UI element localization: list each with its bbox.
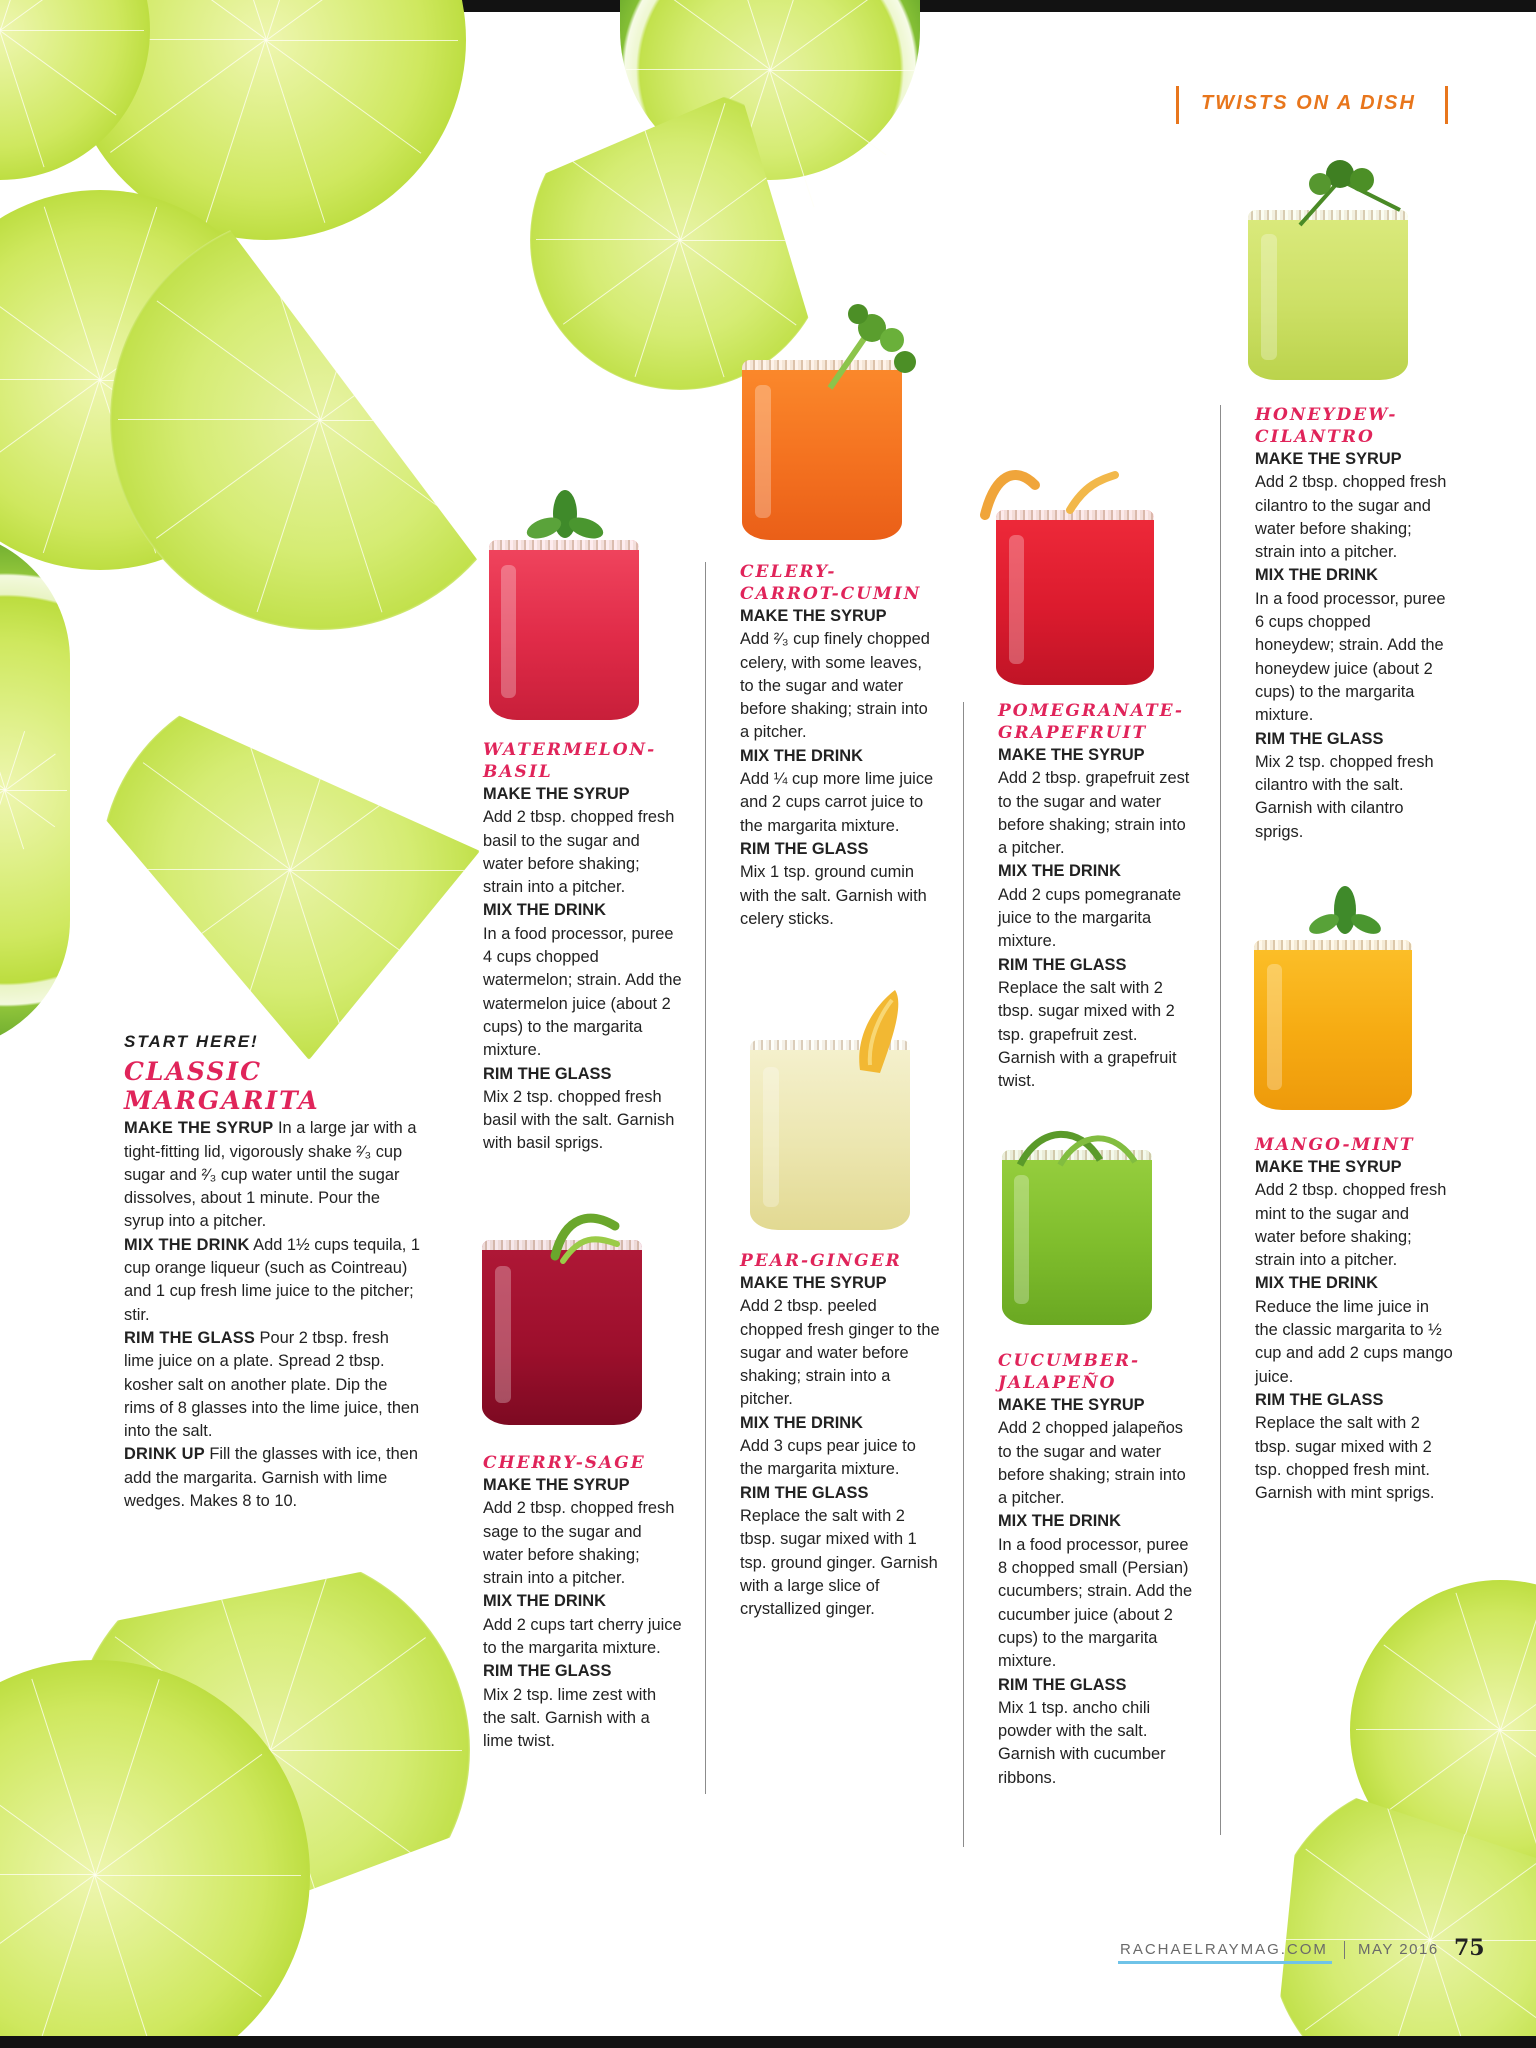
step-label: MIX THE DRINK <box>124 1235 250 1254</box>
classic-margarita-recipe <box>124 1030 420 1513</box>
mint-garnish-icon <box>1300 880 1390 950</box>
lime-segment-line <box>1356 1729 1500 1730</box>
cucumber-ribbon-garnish-icon <box>1000 1120 1150 1170</box>
classic-drink-step <box>124 1443 420 1513</box>
step-text: Mix 2 tsp. chopped fresh cilantro with the salt. Garnish with cilantro sprigs. <box>1255 752 1434 841</box>
honeydew-cilantro-recipe <box>1255 404 1453 844</box>
recipe-title: JALAPEÑO <box>998 1373 1117 1393</box>
bottom-bar <box>0 2036 1536 2048</box>
lime-segment-line <box>95 1679 160 1876</box>
lime-segment-line <box>289 870 437 978</box>
footer-separator <box>1344 1941 1345 1959</box>
lime-segment-line <box>142 869 290 977</box>
step-label: DRINK UP <box>124 1445 205 1464</box>
lime-segment-line <box>679 240 724 377</box>
lime-segment-line <box>0 379 100 380</box>
step-text: Add 1½ cups tequila, 1 cup orange liqueur (such as Cointreau) and 1 cup fresh lime juice to the pitcher; stir. <box>124 1235 420 1324</box>
step-text: In a food processor, puree 4 cups chopped watermelon; strain. Add the watermelon juice (about 2 cups) to the margarita mixture. <box>483 924 682 1060</box>
lime-segment-line <box>1500 1593 1536 1730</box>
step-label: MIX THE DRINK <box>740 746 863 765</box>
lime-segment-line <box>1306 1849 1431 1940</box>
lime-segment-line <box>1384 1645 1501 1730</box>
step-label: RIM THE GLASS <box>740 1483 869 1502</box>
lime-segment-line <box>157 301 321 420</box>
pomegranate-grapefruit-drink-image <box>996 510 1154 685</box>
website-link[interactable]: RACHAELRAYMAG.COM <box>1120 1941 1328 1958</box>
lime-segment-line <box>290 870 472 871</box>
lime-segment-line <box>270 1567 330 1750</box>
lime-segment-line <box>0 730 6 790</box>
lime-segment-line <box>270 1750 462 1751</box>
step-text: Add 3 cups pear juice to the margarita mixture. <box>740 1437 916 1479</box>
page-footer <box>1118 1931 1486 1971</box>
recipe-title: CHERRY-SAGE <box>483 1453 646 1473</box>
classic-mix-step <box>124 1234 420 1327</box>
step-label: RIM THE GLASS <box>124 1328 255 1347</box>
step-label: MIX THE DRINK <box>998 1512 1121 1531</box>
basil-garnish-icon <box>520 486 610 556</box>
step-text: Add 2 tbsp. grapefruit zest to the sugar and water before shaking; strain into a pitcher. <box>998 769 1190 858</box>
honeydew-cilantro-drink-image <box>1248 210 1408 380</box>
step-label: RIM THE GLASS <box>1255 729 1384 748</box>
lime-segment-line <box>156 419 320 538</box>
step-label: MAKE THE SYRUP <box>1255 1158 1402 1176</box>
lime-segment-line <box>290 763 438 871</box>
issue-date: MAY 2016 <box>1358 1941 1439 1958</box>
step-label: MIX THE DRINK <box>1255 566 1378 585</box>
lime-segment-line <box>4 790 55 827</box>
lime-segment-line <box>289 870 346 1044</box>
step-label: MIX THE DRINK <box>998 862 1121 881</box>
column-divider <box>1220 405 1221 1835</box>
grapefruit-twist-garnish-icon <box>975 455 1125 525</box>
lime-segment-line <box>142 762 290 870</box>
lime-segment-line <box>0 1753 96 1875</box>
step-label: MAKE THE SYRUP <box>740 1274 887 1292</box>
lime-slice-image <box>0 530 70 1050</box>
lime-segment-line <box>234 696 291 870</box>
lime-segment-line <box>320 420 522 421</box>
lime-segment-line <box>0 30 144 31</box>
lime-segment-line <box>0 0 117 31</box>
lime-segment-line <box>564 155 681 240</box>
lime-segment-line <box>31 1678 96 1875</box>
pear-ginger-recipe <box>740 1250 940 1621</box>
step-text: Add 2 tbsp. peeled chopped fresh ginger to the sugar and water before shaking; strain into a pitcher. <box>740 1297 940 1409</box>
lime-segment-line <box>770 0 815 70</box>
lime-twist-garnish-icon <box>545 1206 625 1266</box>
step-text: Add ²⁄₃ cup finely chopped celery, with some leaves, to the sugar and water before shaking; strain into a pitcher. <box>740 630 930 742</box>
lime-segment-line <box>536 239 680 240</box>
step-text: Mix 1 tsp. ground cumin with the salt. Garnish with celery sticks. <box>740 863 927 928</box>
lime-segment-line <box>265 40 325 223</box>
step-text: Add 2 tbsp. chopped fresh sage to the sugar and water before shaking; strain into a pitcher. <box>483 1499 675 1588</box>
lime-segment-line <box>0 30 44 167</box>
mango-mint-drink-image <box>1254 940 1412 1110</box>
classic-syrup-step <box>124 1117 420 1233</box>
recipe-title: CUCUMBER- <box>998 1351 1141 1371</box>
lime-segment-line <box>43 380 100 554</box>
column-divider <box>963 702 964 1847</box>
lime-segment-line <box>1500 1730 1536 1731</box>
step-label: MAKE THE SYRUP <box>1255 450 1402 468</box>
step-text: Replace the salt with 2 tbsp. sugar mixed with 1 tsp. ground ginger. Garnish with a large slice of crystallized ginger. <box>740 1506 938 1619</box>
page-number: 75 <box>1454 1935 1485 1961</box>
recipe-title: WATERMELON- <box>483 740 657 760</box>
lime-segment-line <box>320 302 484 421</box>
lime-segment-line <box>266 0 422 41</box>
lime-segment-line <box>4 790 24 850</box>
lime-segment-line <box>118 419 320 420</box>
lime-segment-line <box>1499 1730 1536 1867</box>
lime-segment-line <box>5 753 56 790</box>
lime-segment-line <box>95 1875 301 1876</box>
lime-segment-line <box>680 240 824 241</box>
step-label: RIM THE GLASS <box>483 1662 612 1681</box>
step-label: RIM THE GLASS <box>1255 1390 1384 1409</box>
recipe-title: BASIL <box>483 762 553 782</box>
lime-segment-line <box>266 40 458 41</box>
lime-segment-line <box>679 240 796 325</box>
lime-segment-line <box>0 1874 95 1996</box>
step-label: RIM THE GLASS <box>998 955 1127 974</box>
lime-segment-line <box>319 420 483 539</box>
step-label: MAKE THE SYRUP <box>998 746 1145 764</box>
step-label: MAKE THE SYRUP <box>124 1119 274 1138</box>
step-label: MAKE THE SYRUP <box>483 785 630 803</box>
step-label: RIM THE GLASS <box>740 839 869 858</box>
pomegranate-grapefruit-recipe <box>998 700 1194 1093</box>
step-text: Mix 2 tsp. chopped fresh basil with the salt. Garnish with basil sprigs. <box>483 1087 675 1153</box>
lime-segment-line <box>320 228 383 420</box>
lime-segment-line <box>626 69 770 70</box>
start-here-kicker: START HERE! <box>124 1032 259 1051</box>
lime-segment-line <box>0 379 100 487</box>
step-label: MIX THE DRINK <box>1255 1274 1378 1293</box>
step-text: Fill the glasses with ice, then add the margarita. Garnish with lime wedges. Makes 8 to 10. <box>124 1445 419 1511</box>
step-text: Add 2 chopped jalapeños to the sugar and water before shaking; strain into a pitcher. <box>998 1419 1186 1508</box>
step-label: RIM THE GLASS <box>483 1064 612 1083</box>
classic-rim-step <box>124 1327 420 1443</box>
step-text: In a large jar with a tight-fitting lid, vigorously shake ²⁄₃ cup sugar and ²⁄₃ cup water until the sugar dissolves, about 1 minute. Pour the syrup into a pitcher. <box>124 1119 417 1231</box>
step-label: MIX THE DRINK <box>483 901 606 920</box>
lime-wedge-image <box>100 680 480 1060</box>
cherry-sage-recipe <box>483 1452 683 1754</box>
celery-carrot-cumin-recipe <box>740 561 936 931</box>
cucumber-jalapeno-recipe <box>998 1350 1194 1790</box>
lime-segment-line <box>0 790 5 850</box>
step-text: Replace the salt with 2 tbsp. sugar mixed with 2 tsp. chopped fresh mint. Garnish with mint sprigs. <box>1255 1414 1435 1503</box>
lime-segment-line <box>319 420 382 612</box>
lime-segment-line <box>95 1754 263 1876</box>
lime-segment-line <box>0 272 101 380</box>
lime-segment-line <box>1430 1850 1536 1941</box>
step-text: In a food processor, puree 6 cups chopped honeydew; strain. Add the honeydew juice (about 2 cups) to the margarita mixture. <box>1255 589 1446 725</box>
lime-segment-line <box>270 1637 426 1751</box>
recipe-title: HONEYDEW- <box>1255 405 1398 425</box>
lime-segment-line <box>770 70 914 71</box>
lime-segment-line <box>0 30 116 115</box>
lime-segment-line <box>769 70 886 155</box>
lime-segment-line <box>290 697 347 871</box>
lime-segment-line <box>563 239 680 324</box>
lime-segment-line <box>635 240 680 377</box>
watermelon-basil-recipe <box>483 739 683 1156</box>
classic-margarita-title-line2: MARGARITA <box>124 1086 320 1116</box>
recipe-title: CELERY- <box>740 562 837 582</box>
step-label: RIM THE GLASS <box>998 1675 1127 1694</box>
website-underline <box>1118 1961 1332 1964</box>
lime-segment-line <box>769 70 814 207</box>
recipe-title: POMEGRANATE- <box>998 701 1184 721</box>
step-text: Add 2 cups pomegranate juice to the margarita mixture. <box>998 885 1182 951</box>
step-text: In a food processor, puree 8 chopped small (Persian) cucumbers; strain. Add the cucumber juice (about 2 cups) to the margarita mixture. <box>998 1535 1193 1671</box>
section-header-label: TWISTS ON A DISH <box>1201 92 1416 114</box>
mango-mint-recipe <box>1255 1134 1453 1505</box>
step-text: Add 2 tbsp. chopped fresh mint to the sugar and water before shaking; strain into a pitcher. <box>1255 1181 1447 1270</box>
lime-segment-line <box>233 870 290 1044</box>
step-text: Pour 2 tbsp. fresh lime juice on a plate. Spread 2 tbsp. kosher salt on another plate. Dip the rims of 8 glasses into the lime juice, then into the salt. <box>124 1328 420 1441</box>
celery-garnish-icon <box>810 300 930 390</box>
recipe-title: MANGO-MINT <box>1255 1135 1415 1155</box>
lime-segment-line <box>108 869 290 870</box>
lime-segment-line <box>0 1874 95 1875</box>
cherry-sage-drink-image <box>482 1240 642 1425</box>
step-text: Replace the salt with 2 tbsp. sugar mixed with 2 tsp. grapefruit zest. Garnish with a grapefruit twist. <box>998 978 1177 1091</box>
section-header <box>1176 86 1448 124</box>
step-label: MAKE THE SYRUP <box>483 1476 630 1494</box>
lime-segment-line <box>30 1875 95 2048</box>
step-text: Add 2 cups tart cherry juice to the margarita mixture. <box>483 1615 682 1658</box>
lime-segment-line <box>726 0 771 70</box>
step-label: MIX THE DRINK <box>483 1592 606 1611</box>
recipe-title: PEAR-GINGER <box>740 1251 902 1271</box>
lime-segment-line <box>44 206 101 380</box>
lime-segment-line <box>94 1875 159 2048</box>
ginger-garnish-icon <box>850 985 910 1075</box>
cucumber-jalapeno-drink-image <box>1002 1150 1152 1325</box>
step-text: Add 2 tbsp. chopped fresh basil to the sugar and water before shaking; strain into a pitcher. <box>483 808 675 897</box>
step-label: MIX THE DRINK <box>740 1413 863 1432</box>
lime-wedge-image <box>110 210 530 630</box>
lime-segment-line <box>1499 1730 1536 1815</box>
step-text: Mix 1 tsp. ancho chili powder with the salt. Garnish with cucumber ribbons. <box>998 1698 1166 1787</box>
column-divider <box>705 562 706 1794</box>
step-label: MAKE THE SYRUP <box>740 607 887 625</box>
recipe-title: CILANTRO <box>1255 427 1375 447</box>
step-text: Reduce the lime juice in the classic margarita to ½ cup and add 2 cups mango juice. <box>1255 1297 1453 1386</box>
lime-segment-line <box>1500 1645 1536 1730</box>
lime-segment-line <box>1456 1593 1501 1730</box>
recipe-title: CARROT-CUMIN <box>740 584 922 604</box>
step-text: Add 2 tbsp. chopped fresh cilantro to the sugar and water before shaking; strain into a pitcher. <box>1255 473 1447 562</box>
cilantro-garnish-icon <box>1270 150 1430 230</box>
lime-segment-line <box>265 40 421 154</box>
lime-segment-line <box>680 103 725 240</box>
classic-margarita-title-line1: CLASSIC <box>124 1057 263 1087</box>
recipe-title: GRAPEFRUIT <box>998 723 1148 743</box>
lime-segment-line <box>5 790 67 791</box>
lime-segment-line <box>770 0 887 71</box>
lime-segment-line <box>654 0 771 70</box>
lime-segment-line <box>257 420 320 612</box>
step-label: MAKE THE SYRUP <box>998 1396 1145 1414</box>
lime-segment-line <box>258 228 321 420</box>
lime-segment-line <box>1383 1729 1500 1814</box>
step-text: Add ¼ cup more lime juice and 2 cups carrot juice to the margarita mixture. <box>740 770 934 835</box>
lime-segment-line <box>206 40 266 223</box>
watermelon-basil-drink-image <box>489 540 639 720</box>
step-text: Mix 2 tsp. lime zest with the salt. Garnish with a lime twist. <box>483 1685 657 1751</box>
lime-segment-line <box>94 1875 262 1997</box>
